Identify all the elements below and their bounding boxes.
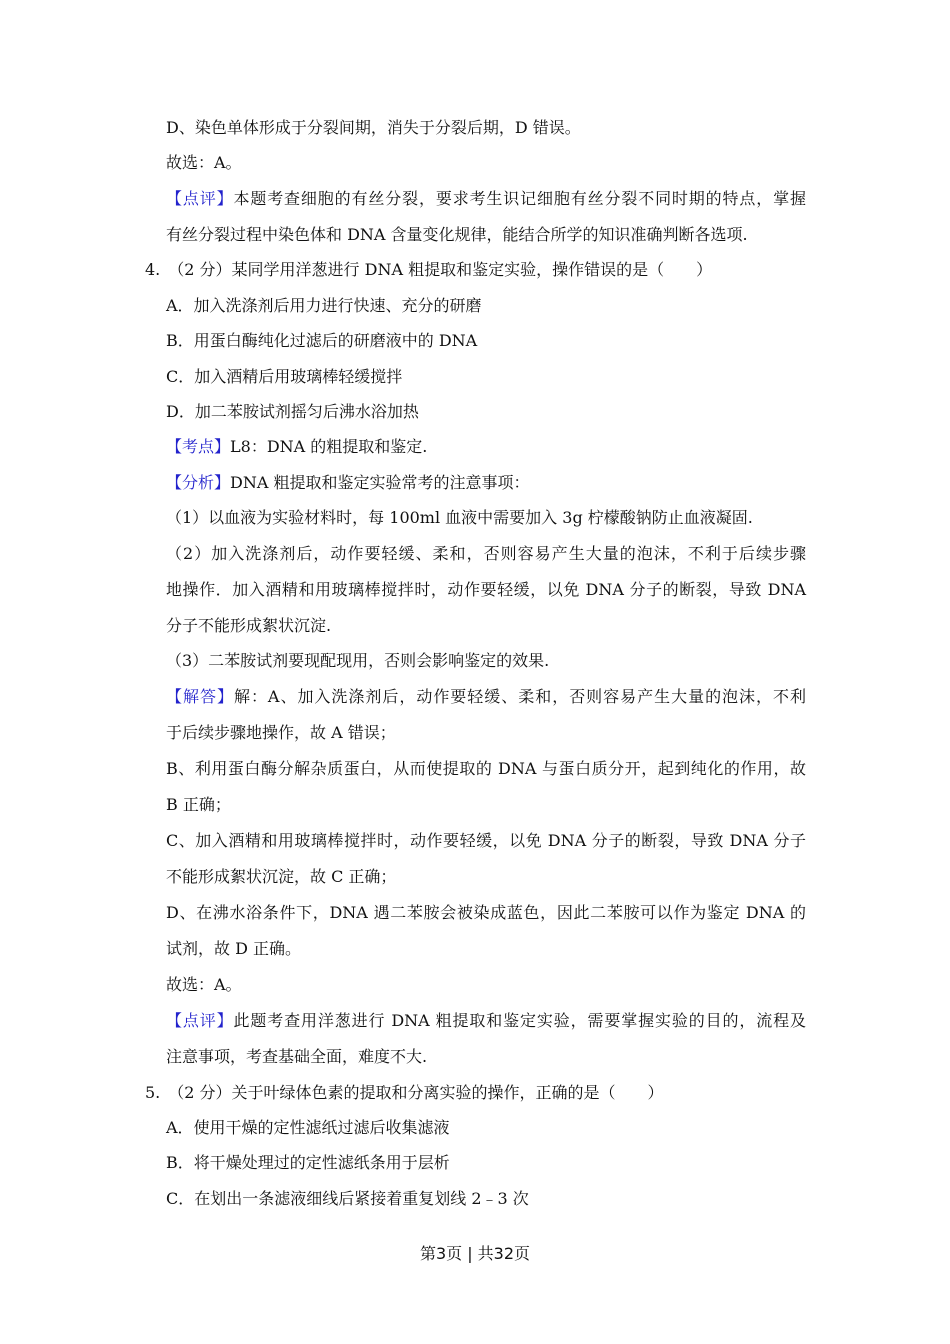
question-text: （2 分）关于叶绿体色素的提取和分离实验的操作，正确的是（ ）	[168, 1083, 664, 1102]
q4-kaodian	[166, 436, 427, 458]
comment-tag: 【点评】	[166, 189, 234, 208]
q4-option-d: D．加二苯胺试剂摇匀后沸水浴加热	[166, 402, 419, 421]
q4-fenxi-intro	[166, 472, 530, 494]
prev-comment-line1	[166, 188, 806, 210]
jieda-a-text: 解：A、加入洗涤剂后，动作要轻缓、柔和，否则容易产生大量的泡沫，不利	[233, 687, 806, 706]
fenxi-tag: 【分析】	[166, 473, 231, 492]
q4-jieda-d-line1: D、在沸水浴条件下，DNA 遇二苯胺会被染成蓝色，因此二苯胺可以作为鉴定 DNA 的	[166, 903, 806, 922]
q4-fenxi-point-2-line2: 地操作．加入酒精和用玻璃棒搅拌时，动作要轻缓，以免 DNA 分子的断裂，导致 DNA	[166, 580, 806, 599]
prev-answer: 故选：A。	[166, 153, 242, 172]
q4-fenxi-point-3: （3）二苯胺试剂要现配现用，否则会影响鉴定的效果.	[166, 651, 550, 670]
q4-answer: 故选：A。	[166, 975, 242, 994]
question-4-stem	[145, 259, 712, 281]
page-footer: 第3页 | 共32页	[419, 1244, 531, 1263]
question-number: 4.	[145, 260, 161, 279]
jieda-tag: 【解答】	[166, 687, 234, 706]
prev-comment-line2: 有丝分裂过程中染色体和 DNA 含量变化规律，能结合所学的知识准确判断各选项.	[166, 225, 748, 244]
q4-jieda-b-line1: B、利用蛋白酶分解杂质蛋白，从而使提取的 DNA 与蛋白质分开，起到纯化的作用，故	[166, 759, 806, 778]
question-5-stem	[145, 1082, 664, 1104]
kaodian-tag: 【考点】	[166, 437, 231, 456]
q4-option-b: B．用蛋白酶纯化过滤后的研磨液中的 DNA	[166, 331, 478, 350]
comment-text: 本题考查细胞的有丝分裂，要求考生识记细胞有丝分裂不同时期的特点，掌握	[233, 189, 806, 208]
q5-option-a: A．使用干燥的定性滤纸过滤后收集滤液	[166, 1118, 450, 1137]
q4-jieda-c-line1: C、加入酒精和用玻璃棒搅拌时，动作要轻缓，以免 DNA 分子的断裂，导致 DNA 分子	[166, 831, 806, 850]
q5-option-c: C．在划出一条滤液细线后紧接着重复划线 2﹣3 次	[166, 1189, 529, 1208]
q4-dianping-line2: 注意事项，考查基础全面，难度不大.	[166, 1047, 428, 1066]
q4-option-c: C．加入酒精后用玻璃棒轻缓搅拌	[166, 367, 403, 386]
q4-dianping-line1	[166, 1010, 806, 1032]
kaodian-text: L8：DNA 的粗提取和鉴定.	[230, 437, 428, 456]
q4-jieda-a-line2: 于后续步骤地操作，故 A 错误；	[166, 723, 396, 742]
fenxi-intro-text: DNA 粗提取和鉴定实验常考的注意事项：	[230, 473, 530, 492]
q4-jieda-d-line2: 试剂，故 D 正确。	[166, 939, 302, 958]
question-number: 5.	[145, 1083, 161, 1102]
dianping-tag: 【点评】	[166, 1011, 234, 1030]
q4-fenxi-point-1: （1）以血液为实验材料时，每 100ml 血液中需要加入 3g 柠檬酸钠防止血液凝固.	[166, 508, 753, 527]
q4-jieda-b-line2: B 正确；	[166, 795, 231, 814]
dianping-text: 此题考查用洋葱进行 DNA 粗提取和鉴定实验，需要掌握实验的目的，流程及	[233, 1011, 806, 1030]
q4-option-a: A．加入洗涤剂后用力进行快速、充分的研磨	[166, 296, 482, 315]
q4-fenxi-point-2-line1: （2）加入洗涤剂后，动作要轻缓、柔和，否则容易产生大量的泡沫，不利于后续步骤	[166, 544, 806, 563]
q4-jieda-a-line1	[166, 686, 806, 708]
q4-jieda-c-line2: 不能形成絮状沉淀，故 C 正确；	[166, 867, 397, 886]
q4-fenxi-point-2-line3: 分子不能形成絮状沉淀.	[166, 616, 332, 635]
question-text: （2 分）某同学用洋葱进行 DNA 粗提取和鉴定实验，操作错误的是（ ）	[168, 260, 713, 279]
prev-option-d-explanation: D、染色单体形成于分裂间期，消失于分裂后期，D 错误。	[166, 118, 581, 137]
q5-option-b: B．将干燥处理过的定性滤纸条用于层析	[166, 1153, 450, 1172]
